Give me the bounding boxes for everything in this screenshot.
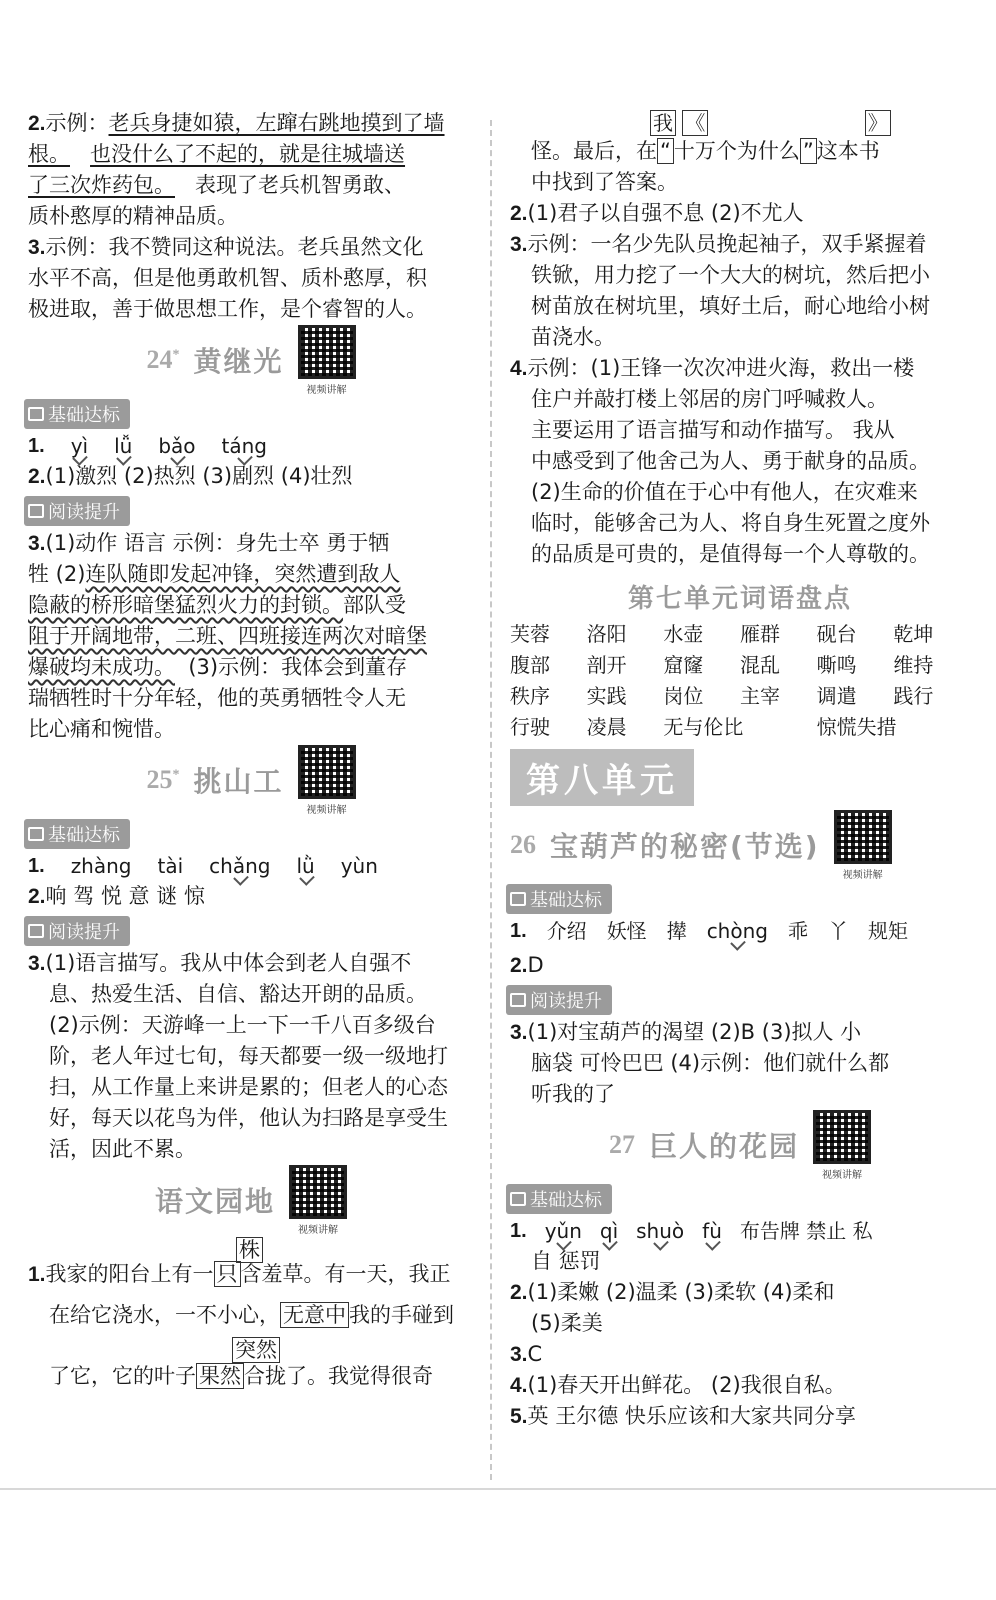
- answer-line: 了它，它的叶子 果然 合拢了。我觉得很奇: [49, 1364, 433, 1388]
- correction-above: 我 《 》: [510, 108, 970, 136]
- qr-code-image: [813, 1110, 871, 1164]
- answer-line: 在给它浇水，一不小心， 无意中 我的手碰到: [49, 1303, 454, 1327]
- vocab-word: 砚台: [816, 622, 857, 646]
- answer-line: 3.示例：一名少先队员挽起袖子，双手紧握着: [510, 232, 927, 256]
- answer-line: 比心痛和惋惜。: [28, 717, 175, 741]
- answer-line: 3.C: [510, 1342, 543, 1366]
- answer-line: 的品质是可贵的，是值得每一个人尊敬的。: [531, 542, 930, 566]
- vocab-word: 混乱: [739, 653, 780, 677]
- answer-line: 中感受到了他舍己为人、勇于献身的品质。: [531, 449, 930, 473]
- answer-line: 水平不高，但是他勇敢机智、质朴憨厚，积: [28, 266, 427, 290]
- answer-line: 2.D: [510, 953, 544, 977]
- unit-banner: 第八单元: [510, 749, 694, 806]
- left-column: [28, 108, 474, 1392]
- answer-line: 2.(1)柔嫩 (2)温柔 (3)柔软 (4)柔和: [510, 1280, 835, 1304]
- vocab-word: 嘶鸣: [816, 653, 857, 677]
- answer-line: 2.示例：老兵身捷如猿，左蹿右跳地摸到了墙: [28, 111, 445, 135]
- section-badge-basic: 基础达标: [506, 884, 612, 914]
- correction-above: 突然: [28, 1335, 474, 1361]
- vocab-word: 惊慌失措: [816, 715, 897, 739]
- answer-line: 3.(1)对宝葫芦的渴望 (2)B (3)拟人 小: [510, 1020, 862, 1044]
- pinyin-row: 1. yì lǚ bǎo táng: [28, 431, 474, 461]
- qr-code[interactable]: 视频讲解: [298, 745, 356, 816]
- answer-line: 息、热爱生活、自信、豁达开朗的品质。: [49, 982, 427, 1006]
- vocab-word: 腹部: [510, 653, 550, 677]
- answer-line: 牲 (2)连队随即发起冲锋，突然遭到敌人: [28, 562, 401, 586]
- vocab-word: 岗位: [663, 684, 704, 708]
- book-icon: [510, 993, 526, 1007]
- vocab-word: 雁群: [739, 622, 780, 646]
- answer-line: 临时，能够舍己为人、将自身生死置之度外: [531, 511, 930, 535]
- qr-code[interactable]: 视频讲解: [298, 325, 356, 396]
- answer-line: 5.英 王尔德 快乐应该和大家共同分享: [510, 1404, 856, 1428]
- qr-code[interactable]: 视频讲解: [834, 810, 892, 881]
- vocab-grid: [510, 619, 970, 743]
- qr-code-image: [298, 745, 356, 799]
- answer-line: 铁锨，用力挖了一个大大的树坑，然后把小: [531, 263, 930, 287]
- answer-line: 扫，从工作量上来讲是累的；但老人的心态: [49, 1075, 448, 1099]
- answer-line: 3.(1)语言描写。我从中体会到老人自强不: [28, 951, 412, 975]
- page-bottom-rule: [0, 1488, 996, 1490]
- qr-code[interactable]: 视频讲解: [813, 1110, 871, 1181]
- right-column: [510, 108, 970, 1432]
- vocab-word: 凌晨: [586, 715, 627, 739]
- answer-line: 脑袋 可怜巴巴 (4)示例：他们就什么都: [531, 1051, 890, 1075]
- pinyin-row: 1. zhàng tài chǎng lǜ yùn: [28, 851, 474, 881]
- answer-line: 2.(1)君子以自强不息 (2)不尤人: [510, 201, 804, 225]
- answer-line: 2.(1)激烈 (2)热烈 (3)剧烈 (4)壮烈: [28, 464, 353, 488]
- vocab-word: 秩序: [510, 684, 550, 708]
- answer-line: 活，因此不累。: [49, 1137, 196, 1161]
- pinyin-row: 1. yǔn qì shuò fù 布告牌 禁止 私: [510, 1216, 970, 1246]
- lesson-27-title: 27 巨人的花园 视频讲解: [510, 1110, 970, 1180]
- answer-line: 阻于开阔地带，二班、四班接连两次对暗堡: [28, 624, 427, 648]
- garden-title: 语文园地 视频讲解: [28, 1165, 474, 1235]
- answer-line: 极进取，善于做思想工作，是个睿智的人。: [28, 297, 427, 321]
- answer-line: 3.(1)动作 语言 示例：身先士卒 勇于牺: [28, 531, 390, 555]
- lesson-25-title: 25* 挑山工 视频讲解: [28, 745, 474, 815]
- vocab-word: 洛阳: [586, 622, 627, 646]
- answer-line: 2.响 驾 悦 意 谜 惊: [28, 884, 205, 908]
- answer-line: 质朴憨厚的精神品质。: [28, 204, 238, 228]
- qr-code-image: [289, 1165, 347, 1219]
- answer-line: 住户并敲打楼上邻居的房门呼喊救人。: [531, 387, 888, 411]
- answer-line: 苗浇水。: [531, 325, 615, 349]
- vocab-word: 剖开: [586, 653, 627, 677]
- book-icon: [510, 1192, 526, 1206]
- answer-line: 1.我家的阳台上有一 只 含羞草。有一天，我正: [28, 1262, 451, 1286]
- answer-line: 4.(1)春天开出鲜花。 (2)我很自私。: [510, 1373, 846, 1397]
- section-badge-read: 阅读提升: [506, 985, 612, 1015]
- vocab-word: 践行: [893, 684, 934, 708]
- answer-line: 中找到了答案。: [531, 170, 678, 194]
- vocab-word: 窟窿: [663, 653, 704, 677]
- answer-line: 3.示例：我不赞同这种说法。老兵虽然文化: [28, 235, 424, 259]
- section-badge-read: 阅读提升: [24, 496, 130, 526]
- section-badge-basic: 基础达标: [24, 399, 130, 429]
- answer-line: (2)示例：天游峰一上一下一千八百多级台: [49, 1013, 436, 1037]
- section-badge-read: 阅读提升: [24, 916, 130, 946]
- book-icon: [28, 827, 44, 841]
- book-icon: [28, 407, 44, 421]
- qr-code-image: [834, 810, 892, 864]
- vocab-word: 芙蓉: [510, 622, 550, 646]
- column-divider: [490, 120, 492, 1480]
- vocab-word: 乾坤: [893, 622, 934, 646]
- vocab-word: 水壶: [663, 622, 704, 646]
- answer-line: 瑞牺牲时十分年轻，他的英勇牺牲令人无: [28, 686, 406, 710]
- section-badge-basic: 基础达标: [24, 819, 130, 849]
- book-icon: [28, 924, 44, 938]
- answer-line: 隐蔽的桥形暗堡猛烈火力的封锁。部队受: [28, 593, 406, 617]
- vocab-title: 第七单元词语盘点: [627, 584, 852, 614]
- answer-line: 主要运用了语言描写和动作描写。 我从: [531, 418, 895, 442]
- answer-line: 听我的了: [531, 1082, 615, 1106]
- vocab-word: 调遣: [816, 684, 857, 708]
- answer-line: 根。 也没什么了不起的，就是往城墙送: [28, 142, 406, 166]
- answer-line: 4.示例：(1)王锋一次次冲进火海，救出一楼: [510, 356, 915, 380]
- answer-line: 了三次炸药包。 表现了老兵机智勇敢、: [28, 173, 406, 197]
- vocab-word: 无与伦比: [663, 715, 744, 739]
- answer-line: 阶，老人年过七旬，每天都要一级一级地打: [49, 1044, 448, 1068]
- answer-line: (5)柔美: [531, 1311, 603, 1335]
- book-icon: [28, 504, 44, 518]
- answer-line: 爆破均未成功。 (3)示例：我体会到董存: [28, 655, 408, 679]
- qr-code-image: [298, 325, 356, 379]
- answer-line: 树苗放在树坑里，填好土后，耐心地给小树: [531, 294, 930, 318]
- vocab-word: 维持: [893, 653, 934, 677]
- vocab-word: 实践: [586, 684, 627, 708]
- vocab-word: 行驶: [510, 715, 550, 739]
- section-badge-basic: 基础达标: [506, 1184, 612, 1214]
- book-icon: [510, 892, 526, 906]
- lesson-24-title: 24* 黄继光 视频讲解: [28, 325, 474, 395]
- answer-line: 自 惩罚: [531, 1249, 601, 1273]
- qr-code[interactable]: 视频讲解: [289, 1165, 347, 1236]
- lesson-26-title: 26 宝葫芦的秘密(节选) 视频讲解: [510, 810, 970, 880]
- answer-line: (2)生命的价值在于心中有他人，在灾难来: [531, 480, 918, 504]
- answer-line: 1. 介绍 妖怪 撵 chòng 乖 丫 规矩: [510, 916, 970, 946]
- answer-line: 怪。最后，在 “ 十万个为什么 ” 这本书: [531, 139, 880, 163]
- correction-above: 株: [28, 1235, 474, 1259]
- vocab-word: 主宰: [739, 684, 780, 708]
- answer-line: 好，每天以花鸟为伴，他认为扫路是享受生: [49, 1106, 448, 1130]
